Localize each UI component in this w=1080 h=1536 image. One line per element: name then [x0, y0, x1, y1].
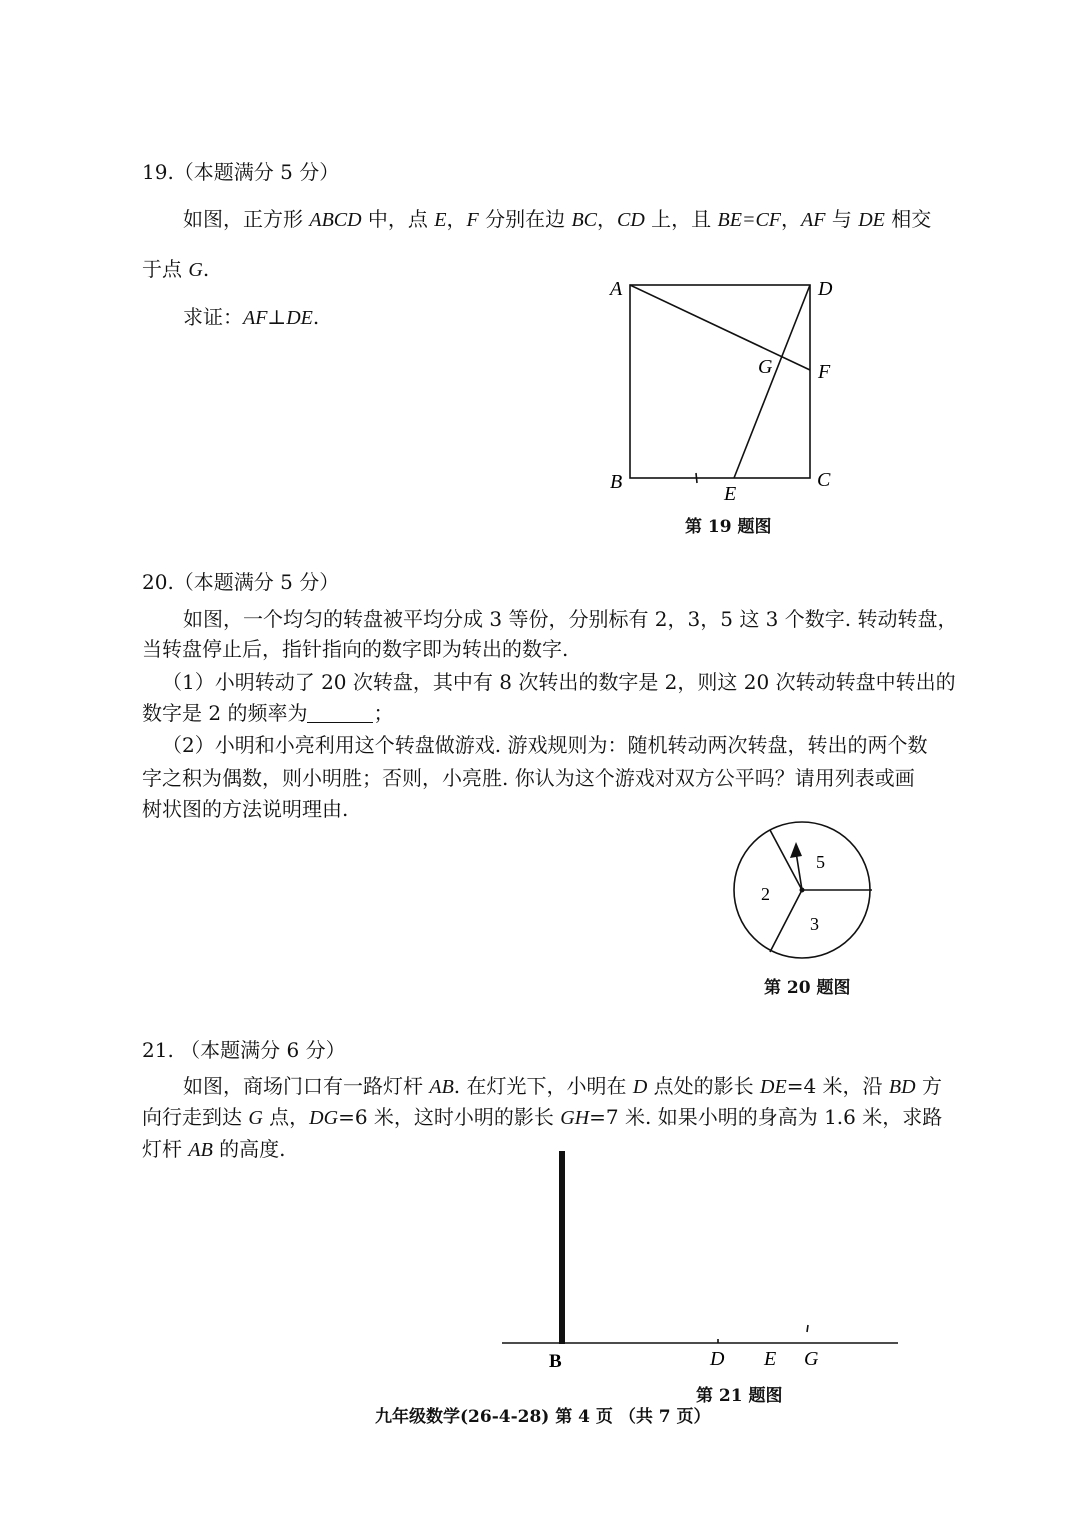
q20-sub1-line2: 数字是 2 的频率为 ； — [142, 701, 394, 725]
q20-sub1-line1: （1）小明转动了 20 次转盘，其中有 8 次转出的数字是 2，则这 20 次转动转盘中转出的 — [162, 670, 956, 694]
q19-figure-caption: 第 19 题图 — [685, 517, 772, 537]
q20-paragraph-line1: 如图，一个均匀的转盘被平均分成 3 等份，分别标有 2，3，5 这 3 个数字. 转动转盘， — [183, 607, 958, 631]
q19-prove: 求证：AF⊥DE. — [183, 305, 320, 329]
q21-statement-line3: 灯杆 AB 的高度. — [142, 1137, 286, 1161]
q21-statement-line1: 如图，商场门口有一路灯杆 AB. 在灯光下，小明在 D 点处的影长 DE=4 米，沿 BD 方 — [183, 1074, 942, 1098]
label-a: A — [610, 278, 623, 300]
label-f: F — [818, 361, 831, 383]
q20-sub2-line2: 字之积为偶数，则小明胜；否则，小亮胜. 你认为这个游戏对双方公平吗？请用列表或画 — [142, 766, 915, 790]
square-abcd — [630, 285, 810, 478]
q20-sub2-line1: （2）小明和小亮利用这个转盘做游戏. 游戏规则为：随机转动两次转盘，转出的两个数 — [162, 733, 928, 757]
q19-square-figure — [600, 270, 850, 515]
label-b: B — [549, 1351, 562, 1372]
label-d: D — [818, 278, 833, 300]
q21-statement-line2: 向行走到达 G 点，DG=6 米，这时小明的影长 GH=7 米. 如果小明的身高为 1.6 米，求路 — [142, 1105, 943, 1129]
q21-header: 21. （本题满分 6 分） — [142, 1038, 346, 1062]
q20-header: 20.（本题满分 5 分） — [142, 570, 340, 594]
label-e: E — [764, 1348, 777, 1370]
q19-header: 19.（本题满分 5 分） — [142, 160, 340, 184]
sector-label-5: 5 — [816, 852, 825, 872]
answer-blank — [307, 704, 373, 723]
sector-label-2: 2 — [761, 884, 770, 904]
page-footer: 九年级数学(26-4-28) 第 4 页 （共 7 页） — [375, 1407, 711, 1427]
q20-sub2-line3: 树状图的方法说明理由. — [142, 797, 349, 821]
label-e: E — [724, 483, 737, 505]
pointer-arrowhead — [790, 842, 802, 858]
sector-label-3: 3 — [810, 914, 819, 934]
q19-statement-line1: 如图，正方形 ABCD 中，点 E，F 分别在边 BC，CD 上，且 BE=CF，AF 与 DE 相交 — [183, 207, 932, 231]
segment-af — [630, 285, 810, 370]
q21-lamppost-figure — [500, 1145, 900, 1375]
q20-paragraph-line2: 当转盘停止后，指针指向的数字即为转出的数字. — [142, 637, 569, 661]
q19-statement-line2: 于点 G. — [142, 257, 210, 281]
lamppost-ab — [559, 1151, 565, 1344]
label-g: G — [804, 1348, 819, 1370]
q20-figure-caption: 第 20 题图 — [764, 978, 851, 998]
q20-spinner-figure — [730, 818, 880, 968]
label-d: D — [710, 1348, 725, 1370]
label-b: B — [610, 471, 623, 493]
label-c: C — [817, 469, 831, 491]
q21-figure-caption: 第 21 题图 — [696, 1386, 783, 1406]
label-g: G — [758, 356, 773, 378]
segment-de — [734, 285, 810, 478]
